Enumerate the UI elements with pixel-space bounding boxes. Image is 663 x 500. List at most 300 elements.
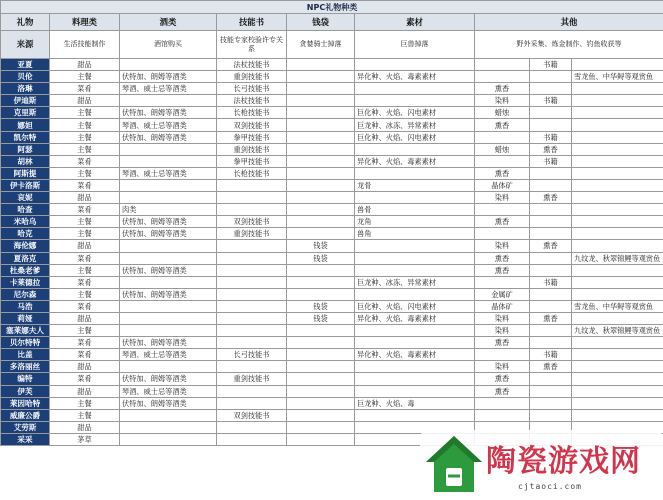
material-cell bbox=[355, 409, 475, 421]
skillbook-cell bbox=[217, 397, 287, 409]
npc-name: 阿斯提 bbox=[1, 167, 50, 179]
other-cell-a: 染料 bbox=[475, 192, 530, 204]
cuisine-cell: 主餐 bbox=[50, 288, 120, 300]
wine-cell bbox=[120, 312, 217, 324]
material-cell: 异化种、火焰、毒素素材 bbox=[355, 155, 475, 167]
cuisine-cell: 主餐 bbox=[50, 228, 120, 240]
table-row bbox=[1, 337, 663, 349]
cuisine-cell: 主餐 bbox=[50, 119, 120, 131]
other-cell-b bbox=[530, 179, 572, 191]
wine-cell bbox=[120, 192, 217, 204]
other-cell-b: 熏香 bbox=[530, 240, 572, 252]
material-cell bbox=[355, 192, 475, 204]
material-cell bbox=[355, 373, 475, 385]
skillbook-cell bbox=[217, 264, 287, 276]
purse-cell: 钱袋 bbox=[287, 300, 355, 312]
purse-cell: 钱袋 bbox=[287, 252, 355, 264]
wine-cell: 琴酒、威士忌等酒类 bbox=[120, 83, 217, 95]
other-cell-b: 熏香 bbox=[530, 143, 572, 155]
npc-name: 塞莱娜夫人 bbox=[1, 325, 50, 337]
header-cuisine: 料理类 bbox=[50, 14, 120, 31]
purse-cell bbox=[287, 325, 355, 337]
wine-cell: 琴酒、威士忌等酒类 bbox=[120, 385, 217, 397]
cuisine-cell: 甜品 bbox=[50, 421, 120, 433]
purse-cell bbox=[287, 131, 355, 143]
table-title-row bbox=[1, 1, 663, 14]
cuisine-cell: 甜品 bbox=[50, 240, 120, 252]
other-cell-a: 染料 bbox=[475, 312, 530, 324]
purse-cell bbox=[287, 385, 355, 397]
table-row bbox=[1, 179, 663, 191]
purse-cell bbox=[287, 276, 355, 288]
other-cell-b bbox=[530, 228, 572, 240]
other-cell-b: 书籍 bbox=[530, 59, 572, 71]
wine-cell: 伏特加、朗姆等酒类 bbox=[120, 337, 217, 349]
npc-name: 艾劳斯 bbox=[1, 421, 50, 433]
table-row bbox=[1, 192, 663, 204]
table-row bbox=[1, 204, 663, 216]
cuisine-cell: 主餐 bbox=[50, 409, 120, 421]
other-cell-c bbox=[572, 385, 663, 397]
material-cell bbox=[355, 325, 475, 337]
skillbook-cell bbox=[217, 361, 287, 373]
cuisine-cell: 菜肴 bbox=[50, 204, 120, 216]
header-gift: 礼物 bbox=[1, 14, 50, 31]
cuisine-cell: 主餐 bbox=[50, 216, 120, 228]
skillbook-cell bbox=[217, 312, 287, 324]
npc-name: 威廉公爵 bbox=[1, 409, 50, 421]
other-cell-a: 染料 bbox=[475, 240, 530, 252]
wine-cell bbox=[120, 325, 217, 337]
other-cell-b: 书籍 bbox=[530, 276, 572, 288]
table-row bbox=[1, 131, 663, 143]
skillbook-cell bbox=[217, 179, 287, 191]
table-row bbox=[1, 95, 663, 107]
table-row bbox=[1, 361, 663, 373]
other-cell-a: 熏香 bbox=[475, 216, 530, 228]
skillbook-cell: 重剑技能书 bbox=[217, 373, 287, 385]
other-cell-b: 书籍 bbox=[530, 95, 572, 107]
wine-cell: 伏特加、朗姆等酒类 bbox=[120, 107, 217, 119]
wine-cell bbox=[120, 300, 217, 312]
other-cell-c bbox=[572, 131, 663, 143]
wine-cell: 伏特加、朗姆等酒类 bbox=[120, 397, 217, 409]
material-cell bbox=[355, 240, 475, 252]
wine-cell bbox=[120, 95, 217, 107]
other-cell-c bbox=[572, 107, 663, 119]
other-cell-a bbox=[475, 349, 530, 361]
other-cell-c bbox=[572, 167, 663, 179]
skillbook-cell bbox=[217, 433, 287, 445]
wine-cell: 伏特加、朗姆等酒类 bbox=[120, 264, 217, 276]
purse-cell bbox=[287, 95, 355, 107]
wine-cell: 伏特加、朗姆等酒类 bbox=[120, 71, 217, 83]
other-cell-b bbox=[530, 252, 572, 264]
purse-cell bbox=[287, 228, 355, 240]
other-cell-c bbox=[572, 349, 663, 361]
cuisine-cell: 菜肴 bbox=[50, 252, 120, 264]
other-cell-a: 晶体矿 bbox=[475, 179, 530, 191]
other-cell-a bbox=[475, 228, 530, 240]
header-other: 其他 bbox=[475, 14, 663, 31]
wine-cell bbox=[120, 409, 217, 421]
purse-cell bbox=[287, 433, 355, 445]
npc-name: 海伦娜 bbox=[1, 240, 50, 252]
other-cell-c bbox=[572, 276, 663, 288]
npc-name: 卡莱德拉 bbox=[1, 276, 50, 288]
wine-cell: 肉类 bbox=[120, 204, 217, 216]
wine-cell: 伏特加、朗姆等酒类 bbox=[120, 228, 217, 240]
npc-name: 采采 bbox=[1, 433, 50, 445]
wine-cell bbox=[120, 276, 217, 288]
cuisine-cell: 菜肴 bbox=[50, 373, 120, 385]
npc-name: 阿瑟 bbox=[1, 143, 50, 155]
npc-name: 克里斯 bbox=[1, 107, 50, 119]
source-purse: 贪婪骑士掉落 bbox=[287, 31, 355, 59]
material-cell bbox=[355, 252, 475, 264]
cuisine-cell: 主餐 bbox=[50, 107, 120, 119]
cuisine-cell: 主餐 bbox=[50, 397, 120, 409]
source-cuisine: 生活技能制作 bbox=[50, 31, 120, 59]
other-cell-a bbox=[475, 204, 530, 216]
wine-cell bbox=[120, 143, 217, 155]
npc-name: 杜桑老爹 bbox=[1, 264, 50, 276]
wine-cell bbox=[120, 421, 217, 433]
npc-name: 莉娅 bbox=[1, 312, 50, 324]
skillbook-cell: 长枪技能书 bbox=[217, 167, 287, 179]
other-cell-b bbox=[530, 373, 572, 385]
purse-cell bbox=[287, 179, 355, 191]
skillbook-cell bbox=[217, 325, 287, 337]
npc-name: 伊卡洛斯 bbox=[1, 179, 50, 191]
cuisine-cell: 菜肴 bbox=[50, 83, 120, 95]
material-cell: 异化种、火焰、毒素素材 bbox=[355, 349, 475, 361]
other-cell-c bbox=[572, 264, 663, 276]
npc-name: 哀妮 bbox=[1, 192, 50, 204]
npc-name: 伊迪斯 bbox=[1, 95, 50, 107]
other-cell-c: 九纹龙、秋翠锦鲤等观赏鱼 bbox=[572, 325, 663, 337]
npc-name: 胡林 bbox=[1, 155, 50, 167]
cuisine-cell: 茅草 bbox=[50, 433, 120, 445]
other-cell-c bbox=[572, 240, 663, 252]
purse-cell bbox=[287, 216, 355, 228]
purse-cell bbox=[287, 264, 355, 276]
npc-name: 哈查 bbox=[1, 204, 50, 216]
other-cell-a: 染料 bbox=[475, 361, 530, 373]
skillbook-cell bbox=[217, 252, 287, 264]
skillbook-cell: 双剑技能书 bbox=[217, 409, 287, 421]
other-cell-a: 染料 bbox=[475, 325, 530, 337]
other-cell-c bbox=[572, 409, 663, 421]
house-logo-icon bbox=[424, 434, 484, 496]
cuisine-cell: 菜肴 bbox=[50, 349, 120, 361]
cuisine-cell: 菜肴 bbox=[50, 300, 120, 312]
other-cell-a bbox=[475, 397, 530, 409]
npc-name: 哈克 bbox=[1, 228, 50, 240]
material-cell bbox=[355, 264, 475, 276]
other-cell-b: 熏香 bbox=[530, 192, 572, 204]
purse-cell bbox=[287, 59, 355, 71]
cuisine-cell: 主餐 bbox=[50, 325, 120, 337]
purse-cell bbox=[287, 155, 355, 167]
npc-name: 娜妲 bbox=[1, 119, 50, 131]
npc-name: 凯尔特 bbox=[1, 131, 50, 143]
cuisine-cell: 主餐 bbox=[50, 131, 120, 143]
other-cell-a bbox=[475, 59, 530, 71]
other-cell-c: 雪龙鱼、中华鲟等观赏鱼 bbox=[572, 71, 663, 83]
purse-cell bbox=[287, 421, 355, 433]
purse-cell: 钱袋 bbox=[287, 240, 355, 252]
other-cell-b bbox=[530, 119, 572, 131]
header-skillbook: 技能书 bbox=[217, 14, 287, 31]
other-cell-b bbox=[530, 107, 572, 119]
header-wine: 酒类 bbox=[120, 14, 217, 31]
wine-cell bbox=[120, 240, 217, 252]
purse-cell bbox=[287, 107, 355, 119]
cuisine-cell: 甜品 bbox=[50, 361, 120, 373]
material-cell: 异化种、火焰、毒素素材 bbox=[355, 71, 475, 83]
table-row bbox=[1, 71, 663, 83]
material-cell: 巨龙种、冰冻、异常素材 bbox=[355, 276, 475, 288]
npc-name: 多洛丽丝 bbox=[1, 361, 50, 373]
wine-cell bbox=[120, 155, 217, 167]
other-cell-c bbox=[572, 83, 663, 95]
logo-url: cjtaoci.com bbox=[518, 482, 582, 491]
other-cell-a: 熏香 bbox=[475, 252, 530, 264]
skillbook-cell: 双剑技能书 bbox=[217, 119, 287, 131]
other-cell-b: 书籍 bbox=[530, 155, 572, 167]
material-cell bbox=[355, 385, 475, 397]
other-cell-c: 九纹龙、秋翠锦鲤等观赏鱼 bbox=[572, 252, 663, 264]
other-cell-c bbox=[572, 179, 663, 191]
watermark-logo bbox=[420, 430, 663, 500]
npc-name: 亚夏 bbox=[1, 59, 50, 71]
material-cell: 龙骨 bbox=[355, 179, 475, 191]
other-cell-b bbox=[530, 385, 572, 397]
other-cell-c bbox=[572, 288, 663, 300]
other-cell-c bbox=[572, 337, 663, 349]
other-cell-a: 熏香 bbox=[475, 119, 530, 131]
other-cell-b bbox=[530, 325, 572, 337]
other-cell-c bbox=[572, 228, 663, 240]
purse-cell bbox=[287, 409, 355, 421]
skillbook-cell: 拳甲技能书 bbox=[217, 155, 287, 167]
other-cell-b bbox=[530, 397, 572, 409]
other-cell-c bbox=[572, 155, 663, 167]
skillbook-cell bbox=[217, 204, 287, 216]
other-cell-a: 晶体矿 bbox=[475, 300, 530, 312]
material-cell bbox=[355, 167, 475, 179]
material-cell bbox=[355, 288, 475, 300]
other-cell-a: 蜡烛 bbox=[475, 107, 530, 119]
purse-cell bbox=[287, 361, 355, 373]
other-cell-a: 熏香 bbox=[475, 385, 530, 397]
skillbook-cell: 重剑技能书 bbox=[217, 143, 287, 155]
material-cell: 兽角 bbox=[355, 228, 475, 240]
skillbook-cell bbox=[217, 300, 287, 312]
table-row bbox=[1, 59, 663, 71]
source-wine: 酒馆购买 bbox=[120, 31, 217, 59]
skillbook-cell: 长弓技能书 bbox=[217, 83, 287, 95]
npc-name: 贝尔特特 bbox=[1, 337, 50, 349]
wine-cell bbox=[120, 433, 217, 445]
wine-cell: 琴酒、威士忌等酒类 bbox=[120, 349, 217, 361]
purse-cell bbox=[287, 204, 355, 216]
purse-cell bbox=[287, 143, 355, 155]
other-cell-b bbox=[530, 288, 572, 300]
table-row bbox=[1, 119, 663, 131]
purse-cell bbox=[287, 397, 355, 409]
cuisine-cell: 甜品 bbox=[50, 59, 120, 71]
table-title: NPC礼物种类 bbox=[1, 1, 663, 14]
other-cell-b bbox=[530, 300, 572, 312]
wine-cell bbox=[120, 252, 217, 264]
other-cell-c bbox=[572, 59, 663, 71]
other-cell-a: 熏香 bbox=[475, 264, 530, 276]
table-row bbox=[1, 264, 663, 276]
table-row bbox=[1, 288, 663, 300]
other-cell-b bbox=[530, 167, 572, 179]
wine-cell bbox=[120, 361, 217, 373]
header-purse: 钱袋 bbox=[287, 14, 355, 31]
other-cell-b bbox=[530, 409, 572, 421]
skillbook-cell: 重剑技能书 bbox=[217, 228, 287, 240]
cuisine-cell: 菜肴 bbox=[50, 276, 120, 288]
skillbook-cell: 双剑技能书 bbox=[217, 216, 287, 228]
wine-cell: 伏特加、朗姆等酒类 bbox=[120, 216, 217, 228]
wine-cell: 伏特加、朗姆等酒类 bbox=[120, 288, 217, 300]
material-cell bbox=[355, 95, 475, 107]
cuisine-cell: 甜品 bbox=[50, 312, 120, 324]
npc-name: 编特 bbox=[1, 373, 50, 385]
other-cell-c bbox=[572, 119, 663, 131]
material-cell: 巨龙种、冰冻、异常素材 bbox=[355, 119, 475, 131]
other-cell-a: 金属矿 bbox=[475, 288, 530, 300]
purse-cell bbox=[287, 337, 355, 349]
table-row bbox=[1, 325, 663, 337]
table-row bbox=[1, 240, 663, 252]
cuisine-cell: 菜肴 bbox=[50, 155, 120, 167]
skillbook-cell: 法杖技能书 bbox=[217, 59, 287, 71]
purse-cell bbox=[287, 83, 355, 95]
purse-cell bbox=[287, 192, 355, 204]
other-cell-b bbox=[530, 337, 572, 349]
source-other: 野外采集、炼金制作、钓鱼收获等 bbox=[475, 31, 663, 59]
column-header-row bbox=[1, 14, 663, 31]
other-cell-c bbox=[572, 143, 663, 155]
cuisine-cell: 主餐 bbox=[50, 264, 120, 276]
table-body bbox=[1, 59, 663, 446]
purse-cell: 钱袋 bbox=[287, 312, 355, 324]
skillbook-cell bbox=[217, 192, 287, 204]
other-cell-a: 蜡烛 bbox=[475, 143, 530, 155]
other-cell-a bbox=[475, 71, 530, 83]
other-cell-b: 书籍 bbox=[530, 349, 572, 361]
other-cell-b bbox=[530, 216, 572, 228]
cuisine-cell: 甜品 bbox=[50, 192, 120, 204]
cuisine-cell: 甜品 bbox=[50, 385, 120, 397]
table-row bbox=[1, 228, 663, 240]
table-row bbox=[1, 373, 663, 385]
source-material: 巨兽掉落 bbox=[355, 31, 475, 59]
table-row bbox=[1, 143, 663, 155]
skillbook-cell: 长枪技能书 bbox=[217, 107, 287, 119]
material-cell: 巨化种、火焰、闪电素材 bbox=[355, 131, 475, 143]
npc-name: 夏洛克 bbox=[1, 252, 50, 264]
other-cell-c bbox=[572, 361, 663, 373]
npc-name: 洛琳 bbox=[1, 83, 50, 95]
other-cell-a bbox=[475, 131, 530, 143]
other-cell-a bbox=[475, 155, 530, 167]
material-cell bbox=[355, 143, 475, 155]
cuisine-cell: 菜肴 bbox=[50, 337, 120, 349]
purse-cell bbox=[287, 119, 355, 131]
material-cell bbox=[355, 337, 475, 349]
table-row bbox=[1, 312, 663, 324]
other-cell-c bbox=[572, 192, 663, 204]
material-cell bbox=[355, 83, 475, 95]
table-row bbox=[1, 167, 663, 179]
material-cell: 巨化种、火焰、闪电素材 bbox=[355, 300, 475, 312]
npc-name: 马浩 bbox=[1, 300, 50, 312]
other-cell-b bbox=[530, 83, 572, 95]
cuisine-cell: 菜肴 bbox=[50, 179, 120, 191]
wine-cell: 琴酒、威士忌等酒类 bbox=[120, 119, 217, 131]
skillbook-cell bbox=[217, 337, 287, 349]
purse-cell bbox=[287, 71, 355, 83]
purse-cell bbox=[287, 349, 355, 361]
other-cell-b: 熏香 bbox=[530, 361, 572, 373]
wine-cell: 琴酒、威士忌等酒类 bbox=[120, 167, 217, 179]
other-cell-c bbox=[572, 373, 663, 385]
other-cell-a: 熏香 bbox=[475, 83, 530, 95]
material-cell: 巨化种、火焰、闪电素材 bbox=[355, 107, 475, 119]
other-cell-c bbox=[572, 397, 663, 409]
table-row bbox=[1, 349, 663, 361]
npc-name: 米哈乌 bbox=[1, 216, 50, 228]
other-cell-c bbox=[572, 312, 663, 324]
other-cell-b bbox=[530, 264, 572, 276]
table-row bbox=[1, 107, 663, 119]
other-cell-c: 雪龙鱼、中华鲟等观赏鱼 bbox=[572, 300, 663, 312]
material-cell bbox=[355, 59, 475, 71]
other-cell-c bbox=[572, 216, 663, 228]
other-cell-b: 熏香 bbox=[530, 312, 572, 324]
cuisine-cell: 主餐 bbox=[50, 143, 120, 155]
skillbook-cell bbox=[217, 421, 287, 433]
skillbook-cell: 重剑技能书 bbox=[217, 71, 287, 83]
logo-text: 陶瓷游戏网 bbox=[486, 444, 641, 479]
table-row bbox=[1, 276, 663, 288]
table-row bbox=[1, 397, 663, 409]
table-row bbox=[1, 409, 663, 421]
source-skillbook: 技能专家校验许专关系 bbox=[217, 31, 287, 59]
cuisine-cell: 主餐 bbox=[50, 71, 120, 83]
skillbook-cell: 长弓技能书 bbox=[217, 349, 287, 361]
npc-name: 比盖 bbox=[1, 349, 50, 361]
other-cell-b bbox=[530, 71, 572, 83]
source-row bbox=[1, 31, 663, 59]
other-cell-c bbox=[572, 204, 663, 216]
skillbook-cell bbox=[217, 240, 287, 252]
wine-cell bbox=[120, 59, 217, 71]
other-cell-a bbox=[475, 409, 530, 421]
wine-cell bbox=[120, 179, 217, 191]
cuisine-cell: 主餐 bbox=[50, 167, 120, 179]
other-cell-c bbox=[572, 95, 663, 107]
material-cell: 兽骨 bbox=[355, 204, 475, 216]
table-row bbox=[1, 385, 663, 397]
